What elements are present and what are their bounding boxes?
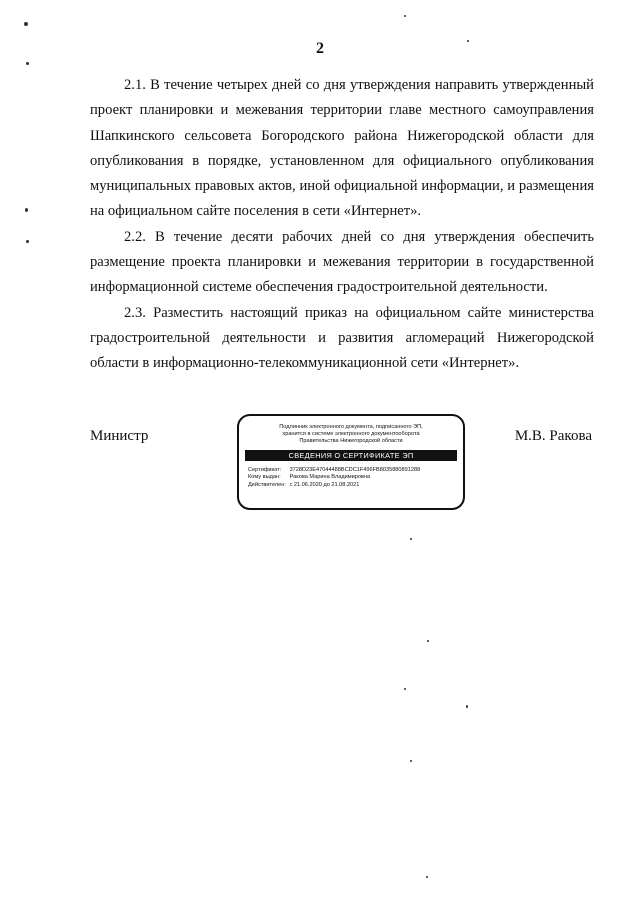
- signer-name: М.В. Ракова: [514, 428, 592, 444]
- stamp-details: [248, 467, 463, 490]
- scan-speck: [26, 240, 29, 243]
- stamp-issued-to-value: Ракова Марина Владимировна: [289, 474, 371, 481]
- stamp-banner: СВЕДЕНИЯ О СЕРТИФИКАТЕ ЭП: [245, 450, 457, 461]
- electronic-signature-stamp: [237, 414, 465, 510]
- document-body: [90, 73, 594, 377]
- stamp-certificate-row: [248, 467, 463, 475]
- scan-speck: [466, 705, 468, 708]
- scan-speck: [26, 62, 29, 65]
- stamp-certificate-value: 3728D23E47044488BCDC1F496FB8035880891288: [289, 466, 421, 473]
- paragraph-2-3: 2.3. Разместить настоящий приказ на официальном сайте министерства градостроительной деятельности и развития агломераций Нижегородской области в информационно-телекоммуникационной сети «Интернет».: [90, 304, 594, 372]
- scan-speck: [410, 538, 412, 540]
- paragraph-2-1: 2.1. В течение четырех дней со дня утверждения направить утвержденный проект планировки и межевания территории главе местного самоуправления Шапкинского сельсовета Богородского района Нижегородской области для опубликования в порядке, установленном для официального опубликования муниципальных правовых актов, иной официальной информации, и размещения на официальном сайте поселения в сети «Интернет».: [90, 77, 594, 220]
- page-number: 2: [316, 40, 324, 57]
- scan-speck: [410, 760, 412, 762]
- scan-speck: [427, 640, 429, 642]
- paragraph-2-2: 2.2. В течение десяти рабочих дней со дня утверждения обеспечить размещение проекта планировки и межевания территории в государственной информационной системе обеспечения градостроительной деятельности.: [90, 228, 594, 296]
- stamp-valid-value: с 21.06.2020 до 21.08.2021: [289, 481, 360, 488]
- stamp-notice: [247, 424, 455, 446]
- scan-speck: [24, 22, 28, 26]
- stamp-issued-to-row: [248, 474, 463, 482]
- signer-title: Министр: [90, 428, 149, 444]
- scan-speck: [467, 40, 469, 42]
- stamp-certificate-label: Сертификат:: [248, 466, 282, 473]
- scan-speck: [404, 688, 406, 690]
- stamp-notice-line: Подлинник электронного документа, подписанного ЭП,: [279, 424, 423, 430]
- stamp-valid-label: Действителен:: [248, 481, 286, 488]
- scan-speck: [426, 876, 428, 878]
- stamp-issued-to-label: Кому выдан:: [248, 474, 281, 481]
- stamp-notice-line: Правительства Нижегородской области: [299, 438, 403, 445]
- stamp-notice-line: хранится в системе электронного документооборота: [282, 431, 420, 438]
- scan-speck: [404, 15, 406, 17]
- stamp-valid-row: [248, 482, 463, 490]
- scan-speck: [25, 208, 28, 212]
